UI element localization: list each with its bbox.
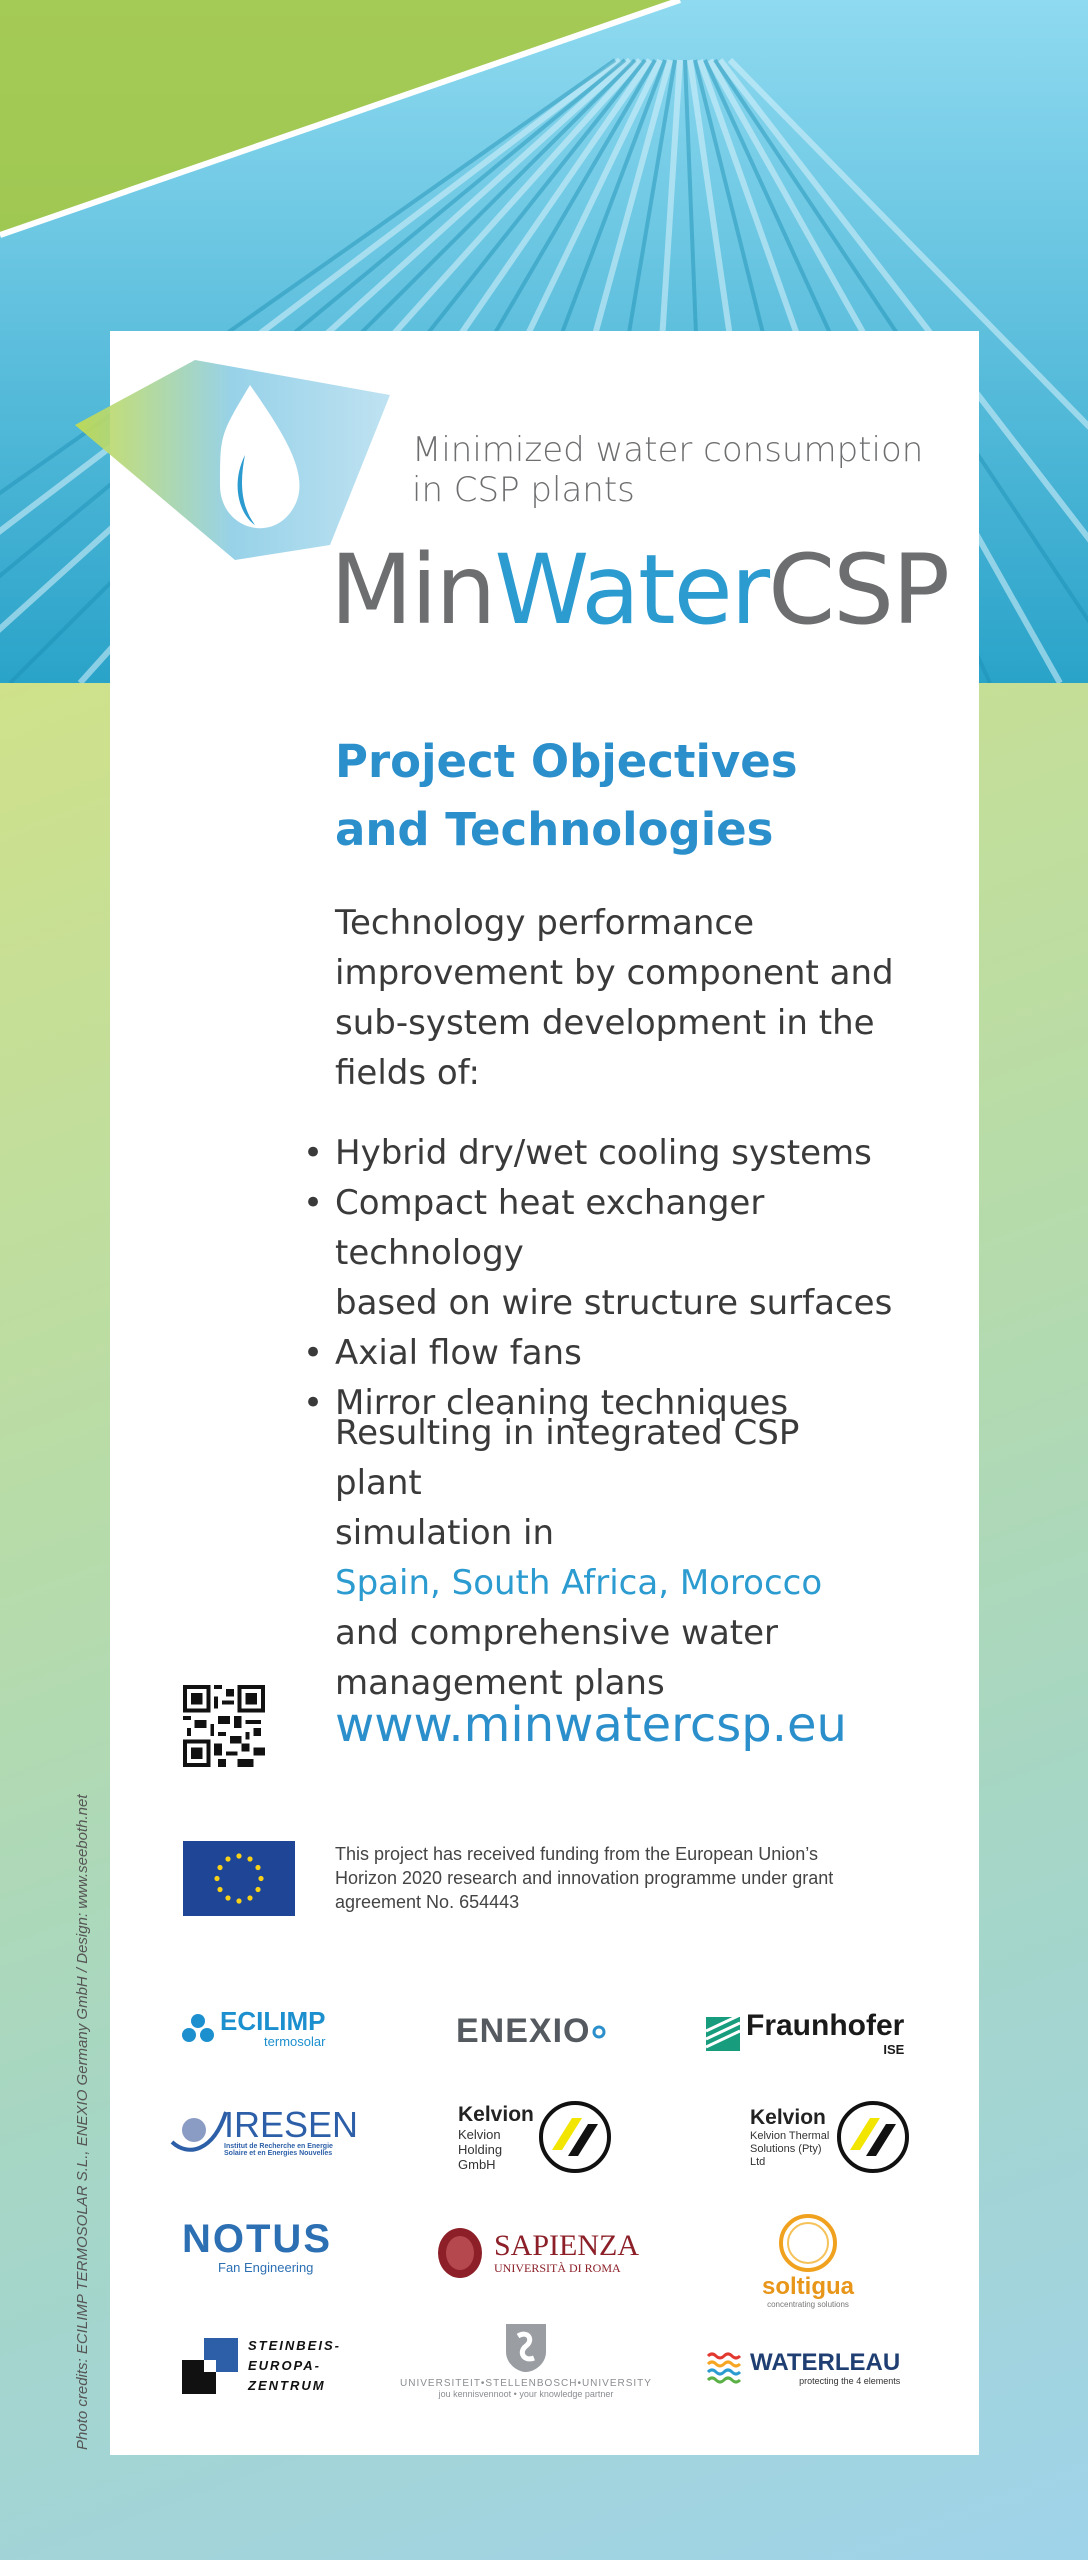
list-item-continuation: based on wire structure surfaces bbox=[335, 1283, 893, 1323]
website-link[interactable]: www.minwatercsp.eu bbox=[335, 1697, 847, 1753]
partner-logo-steinbeis[interactable]: STEINBEIS- EUROPA- ZENTRUM bbox=[182, 2336, 341, 2396]
bullet-icon: • bbox=[303, 1333, 324, 1373]
enexio-ring-icon bbox=[592, 2025, 606, 2039]
bullet-icon: • bbox=[303, 1383, 324, 1423]
partner-logo-iresen[interactable]: IRESEN Institut de Recherche en Energie Solaire et en Energies Nouvelles bbox=[168, 2102, 358, 2162]
iresen-swoosh-icon bbox=[168, 2102, 230, 2162]
partner-logo-enexio[interactable]: ENEXIO bbox=[456, 2012, 606, 2051]
waterleau-waves-icon bbox=[706, 2351, 744, 2385]
section-heading bbox=[335, 728, 935, 864]
list-item: • Mirror cleaning techniques bbox=[300, 1378, 960, 1428]
heading-line1: Project Objectives bbox=[335, 735, 798, 788]
stellenbosch-crest-icon bbox=[504, 2322, 548, 2374]
ecilimp-drops-icon bbox=[180, 2012, 216, 2046]
soltigua-sun-icon bbox=[777, 2212, 839, 2274]
list-item: • Axial flow fans bbox=[300, 1328, 960, 1378]
brand-csp: CSP bbox=[768, 534, 948, 646]
funding-text: This project has received funding from the European Union’s Horizon 2020 research and innovation programme under grant agreement No. 654443 bbox=[335, 1844, 834, 1912]
partner-logo-kelvion-thermal[interactable]: Kelvion Kelvion Thermal Solutions (Pty) Ltd bbox=[750, 2100, 910, 2174]
partner-logo-stellenbosch[interactable]: UNIVERSITEIT•STELLENBOSCH•UNIVERSITY jou kennisvennoot • your knowledge partner bbox=[394, 2322, 658, 2399]
partner-logo-sapienza[interactable]: SAPIENZA UNIVERSITÀ DI ROMA bbox=[436, 2226, 639, 2280]
steinbeis-squares-icon bbox=[182, 2338, 238, 2394]
partner-logo-kelvion-holding[interactable]: Kelvion Kelvion Holding GmbH bbox=[458, 2100, 612, 2174]
tagline bbox=[412, 430, 923, 510]
brand-min: Min bbox=[330, 534, 495, 646]
eu-flag-icon bbox=[183, 1841, 295, 1916]
result-text: Resulting in integrated CSP plant simulation in Spain, South Africa, Morocco and comprehensive water management plans bbox=[335, 1408, 895, 1708]
countries-highlight: Spain, South Africa, Morocco bbox=[335, 1563, 823, 1603]
list-item: • Hybrid dry/wet cooling systems bbox=[300, 1128, 960, 1178]
partner-logo-fraunhofer[interactable]: Fraunhofer ISE bbox=[706, 2010, 904, 2057]
sapienza-seal-icon bbox=[436, 2226, 484, 2280]
kelvion-emblem-icon bbox=[836, 2100, 910, 2174]
list-item: • Compact heat exchanger technology bbox=[300, 1178, 960, 1278]
fraunhofer-stripes-icon bbox=[706, 2017, 740, 2051]
intro-line: fields of: bbox=[335, 1053, 480, 1093]
intro-line: improvement by component and bbox=[335, 953, 894, 993]
tagline-line2: in CSP plants bbox=[412, 470, 635, 510]
intro-text bbox=[335, 898, 895, 1098]
intro-line: Technology performance bbox=[335, 903, 755, 943]
partner-logo-soltigua[interactable]: soltigua concentrating solutions bbox=[762, 2212, 854, 2309]
bullet-icon: • bbox=[303, 1183, 324, 1223]
bullet-icon: • bbox=[303, 1133, 324, 1173]
brand-water: Water bbox=[494, 534, 769, 646]
partner-logo-notus[interactable]: NOTUS Fan Engineering bbox=[182, 2217, 332, 2275]
intro-line: sub-system development in the bbox=[335, 1003, 875, 1043]
partner-logo-waterleau[interactable]: WATERLEAU protecting the 4 elements bbox=[706, 2350, 900, 2386]
brand-name bbox=[330, 534, 948, 646]
partner-logo-ecilimp[interactable]: ECILIMP termosolar bbox=[180, 2008, 325, 2049]
kelvion-emblem-icon bbox=[538, 2100, 612, 2174]
objectives-list bbox=[300, 1128, 960, 1428]
heading-line2: and Technologies bbox=[335, 803, 774, 856]
tagline-line1: Minimized water consumption bbox=[412, 430, 924, 470]
qr-code-icon[interactable] bbox=[183, 1685, 265, 1767]
photo-credits: Photo credits: ECILIMP TERMOSOLAR S.L., ENEXIO Germany GmbH / Design: www.seeboth.net bbox=[74, 1794, 91, 2450]
